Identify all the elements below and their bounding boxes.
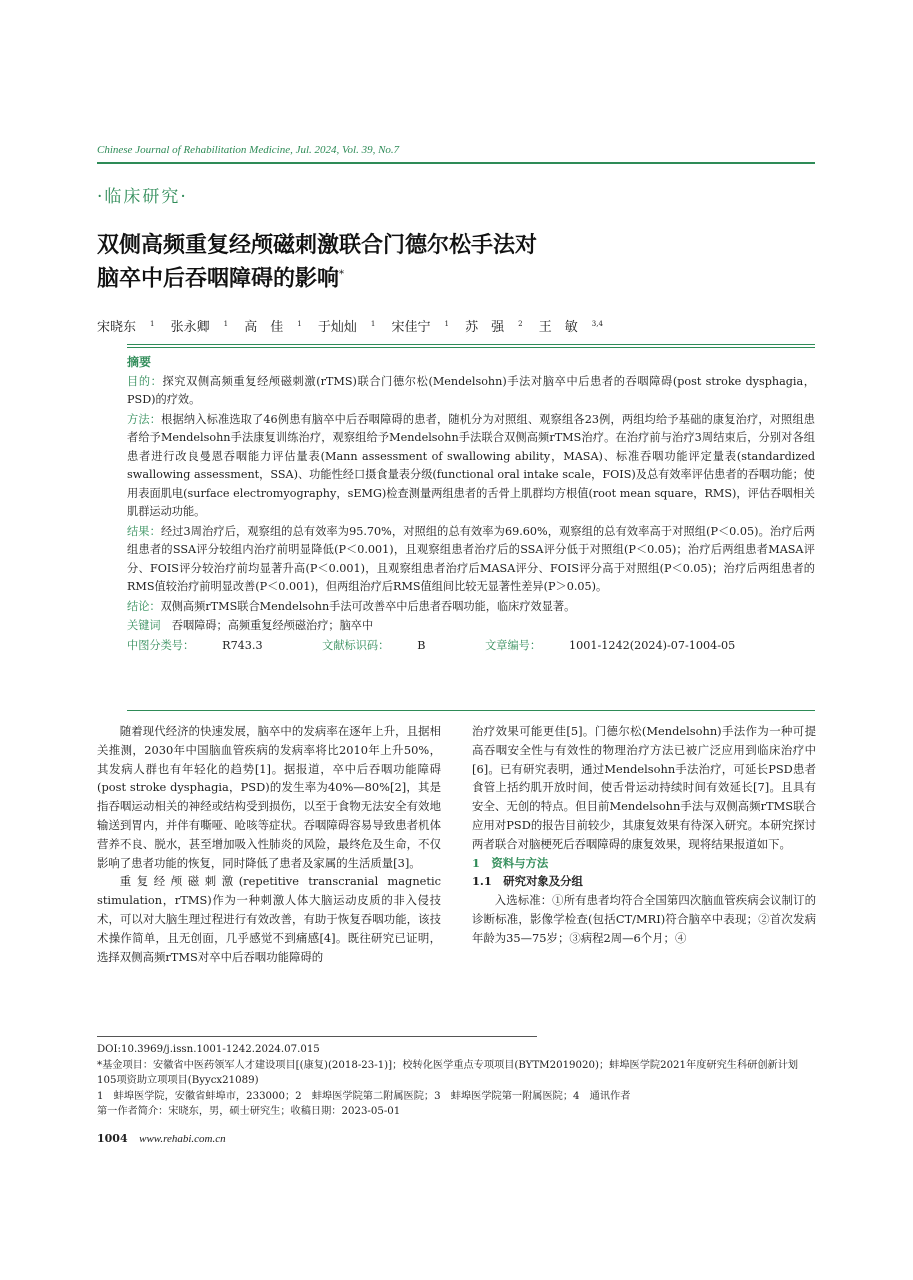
author: 高 佳 $^1$ — [244, 319, 302, 335]
abstract-conclusion: 结论：双侧高频rTMS联合Mendelsohn手法可改善卒中后患者吞咽功能，临床疗效显著。 — [127, 599, 576, 613]
journal-header: Chinese Journal of Rehabilitation Medicine, Jul. 2024, Vol. 39, No.7 — [97, 144, 400, 156]
body-paragraph: 重复经颅磁刺激(repetitive transcranial magnetic stimulation，rTMS)作为一种刺激人体大脑运动皮质的非入侵技术，可以对大脑生理过程进行有效改善，有助于恢复吞咽功能，该技术操作简单，且无创面，几乎感觉不到痛感[4]。既往研究已证明，选择双侧高频rTMS对卒中后吞咽功能障碍的 — [97, 874, 441, 964]
abstract-rule-top — [127, 344, 815, 345]
article-title — [97, 230, 737, 293]
page-number: 1004 — [97, 1132, 128, 1145]
section-tag: ·临床研究· — [97, 187, 188, 207]
title-line-2: 脑卒中后吞咽障碍的影响* — [97, 265, 345, 292]
fund-note: *基金项目：安徽省中医药领军人才建设项目[(康复)(2018-23-1)]；校转化医学重点专项项目(BYTM2019020)；蚌埠医学院2021年度研究生科研创新计划105项资助立项项目(Byycx21089) — [97, 1059, 799, 1087]
footnote-rule — [97, 1036, 537, 1037]
body-column-left — [97, 722, 441, 966]
doi: DOI:10.3969/j.issn.1001-1242.2024.07.015 — [97, 1044, 320, 1055]
author: 于灿灿 $^1$ — [317, 319, 376, 335]
footnotes — [97, 1042, 815, 1120]
author: 王 敏 $^{3,4}$ — [538, 319, 603, 335]
body-paragraph: 随着现代经济的快速发展，脑卒中的发病率在逐年上升，且据相关推测，2030年中国脑血管疾病的发病率将比2010年上升50%，其发病人群也有年轻化的趋势[1]。据报道，卒中后吞咽功能障碍(post stroke dysphagia，PSD)的发生率为40%—80%[2]，其是指吞咽运动相关的神经或结构受到损伤，以至于食物无法安全有效地输送到胃内，并伴有嘶哑、呛咳等症状。吞咽障碍容易导致患者机体营养不良、脱水，甚至增加吸入性肺炎的风险，最终危及生命，不仅影响了患者功能的恢复，同时降低了患者及家属的生活质量[3]。 — [97, 724, 441, 870]
author: 宋佳宁 $^1$ — [391, 319, 449, 335]
abstract-objective: 目的：探究双侧高频重复经颅磁刺激(rTMS)联合门德尔松(Mendelsohn)手法对脑卒中后患者的吞咽障碍(post stroke dysphagia，PSD)的疗效。 — [127, 374, 815, 406]
section-heading: 1 资料与方法 — [472, 855, 549, 870]
abstract-heading: 摘要 — [127, 355, 152, 369]
title-line-1: 双侧高频重复经颅磁刺激联合门德尔松手法对 — [97, 232, 538, 258]
author: 宋晓东 $^1$ — [97, 319, 155, 335]
author-list — [97, 316, 615, 335]
body-paragraph: 治疗效果可能更佳[5]。门德尔松(Mendelsohn)手法作为一种可提高吞咽安全性与有效性的物理治疗方法已被广泛应用到临床治疗中[6]。已有研究表明，通过Mendelsohn手法治疗，可延长PSD患者食管上括约肌开放时间，使舌骨运动持续时间有效延长[7]。且具有安全、无创的特点。但目前Mendelsohn手法与双侧高频rTMS联合应用对PSD的报告目前较少，其康复效果有待深入研究。本研究探讨两者联合对脑梗死后吞咽障碍的康复效果，现将结果报道如下。 — [472, 724, 816, 851]
abstract — [127, 353, 815, 656]
affiliations: 1 蚌埠医学院，安徽省蚌埠市，233000；2 蚌埠医学院第二附属医院；3 蚌埠医学院第一附属医院；4 通讯作者 — [97, 1090, 631, 1102]
subsection-heading: 1.1 研究对象及分组 — [472, 874, 583, 889]
abstract-methods: 方法：根据纳入标准选取了46例患有脑卒中后吞咽障碍的患者，随机分为对照组、观察组各23例，两组均给予基础的康复治疗，对照组患者给予Mendelsohn手法康复训练治疗，观察组给予Mendelsohn手法联合双侧高频rTMS治疗。在治疗前与治疗3周结束后，分别对各组患者进行改良曼恩吞咽能力评估量表(Mann assessment of swallowing ability，MASA)、标准吞咽功能评定量表(standardized swallowing assessment，SSA)、功能性经口摄食量表分级(functional oral intake scale，FOIS)及总有效率评估患者的吞咽功能；使用表面肌电(surface electromyography，sEMG)检查测量两组患者的舌骨上肌群均方根值(root mean square，RMS)，评估吞咽相关肌群运动功能。 — [127, 412, 815, 518]
title-footnote-mark: * — [339, 269, 345, 280]
keywords: 关键词 吞咽障碍；高频重复经颅磁治疗；脑卒中 — [127, 619, 374, 632]
author: 苏 强 $^2$ — [465, 319, 523, 335]
abstract-rule-top-2 — [127, 347, 815, 348]
author: 张永卿 $^1$ — [170, 319, 229, 335]
header-rule — [97, 162, 815, 164]
abstract-results: 结果：经过3周治疗后，观察组的总有效率为95.70%，对照组的总有效率为69.60%，观察组的总有效率高于对照组(P＜0.05)。治疗后两组患者的SSA评分较组内治疗前明显降低(P＜0.001)，且观察组患者治疗后的SSA评分低于对照组(P＜0.05)；治疗后两组患者MASA评分、FOIS评分较治疗前均显著升高(P＜0.001)，且观察组患者治疗后MASA评分、FOIS评分高于对照组(P＜0.05)；治疗后两组患者的RMS值较治疗前明显改善(P＜0.001)，但两组治疗后RMS值组间比较无显著性差异(P＞0.05)。 — [127, 524, 815, 593]
classification-line: 中图分类号： R743.3 文献标识码： B 文章编号： 1001-1242(2024)-07-1004-05 — [127, 638, 736, 652]
body-paragraph: 入选标准：①所有患者均符合全国第四次脑血管疾病会议制订的诊断标准，影像学检查(包括CT/MRI)符合脑卒中表现；②首次发病年龄为35—75岁；③病程2周—6个月；④ — [472, 893, 816, 945]
website-link[interactable]: www.rehabi.com.cn — [139, 1133, 226, 1145]
first-author-note: 第一作者简介：宋晓东，男，硕士研究生；收稿日期：2023-05-01 — [97, 1106, 401, 1118]
body-column-right — [472, 722, 816, 948]
abstract-rule-bottom — [127, 710, 815, 711]
page-footer — [97, 1132, 226, 1145]
